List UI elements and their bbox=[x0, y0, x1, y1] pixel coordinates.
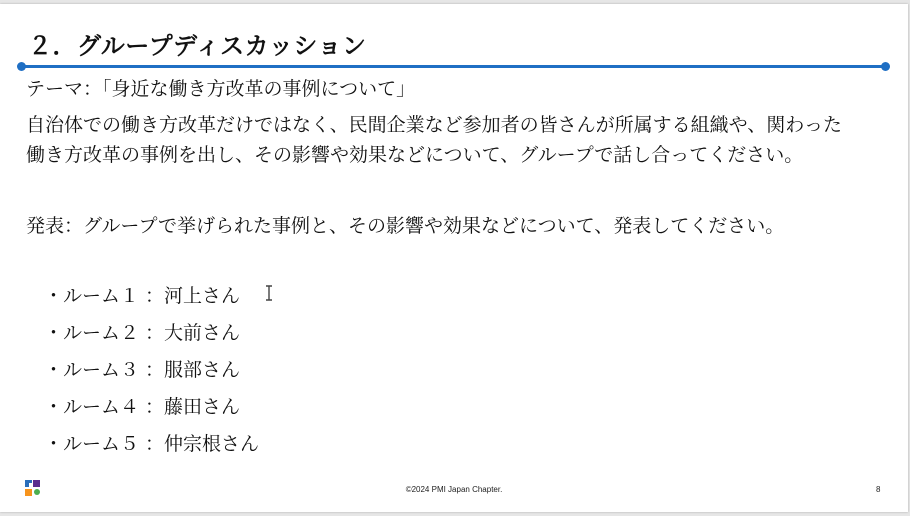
text-cursor-icon bbox=[264, 285, 274, 301]
announcement-text: 発表：グループで挙げられた事例と、その影響や効果などについて、発表してください。 bbox=[26, 215, 785, 237]
title-underline-line bbox=[20, 65, 886, 68]
instructions-paragraph bbox=[26, 110, 896, 170]
theme-text: テーマ：「身近な働き方改革の事例について」 bbox=[26, 78, 416, 100]
instructions-line-2: 働き方改革の事例を出し、その影響や効果などについて、グループで話し合ってください。 bbox=[26, 144, 804, 166]
title-underline bbox=[20, 65, 886, 68]
room-list bbox=[44, 283, 259, 468]
room-item-4: ・ルーム４ ：藤田さん bbox=[44, 396, 241, 418]
room-item-2: ・ルーム２ ：大前さん bbox=[44, 322, 241, 344]
footer-copyright: ©2024 PMI Japan Chapter. bbox=[405, 485, 503, 494]
page-number: 8 bbox=[876, 485, 881, 494]
instructions-line-1: 自治体での働き方改革だけではなく、民間企業など参加者の皆さんが所属する組織や、関わった bbox=[26, 114, 843, 136]
underline-left-dot bbox=[17, 62, 26, 71]
room-item-3: ・ルーム３ ：服部さん bbox=[44, 359, 241, 381]
slide-title: ２．グループディスカッション bbox=[28, 32, 367, 60]
underline-right-dot bbox=[881, 62, 890, 71]
slide bbox=[0, 4, 908, 512]
room-item-1: ・ルーム１ ：河上さん bbox=[44, 285, 241, 307]
room-item-5: ・ルーム５ ：仲宗根さん bbox=[44, 433, 260, 455]
